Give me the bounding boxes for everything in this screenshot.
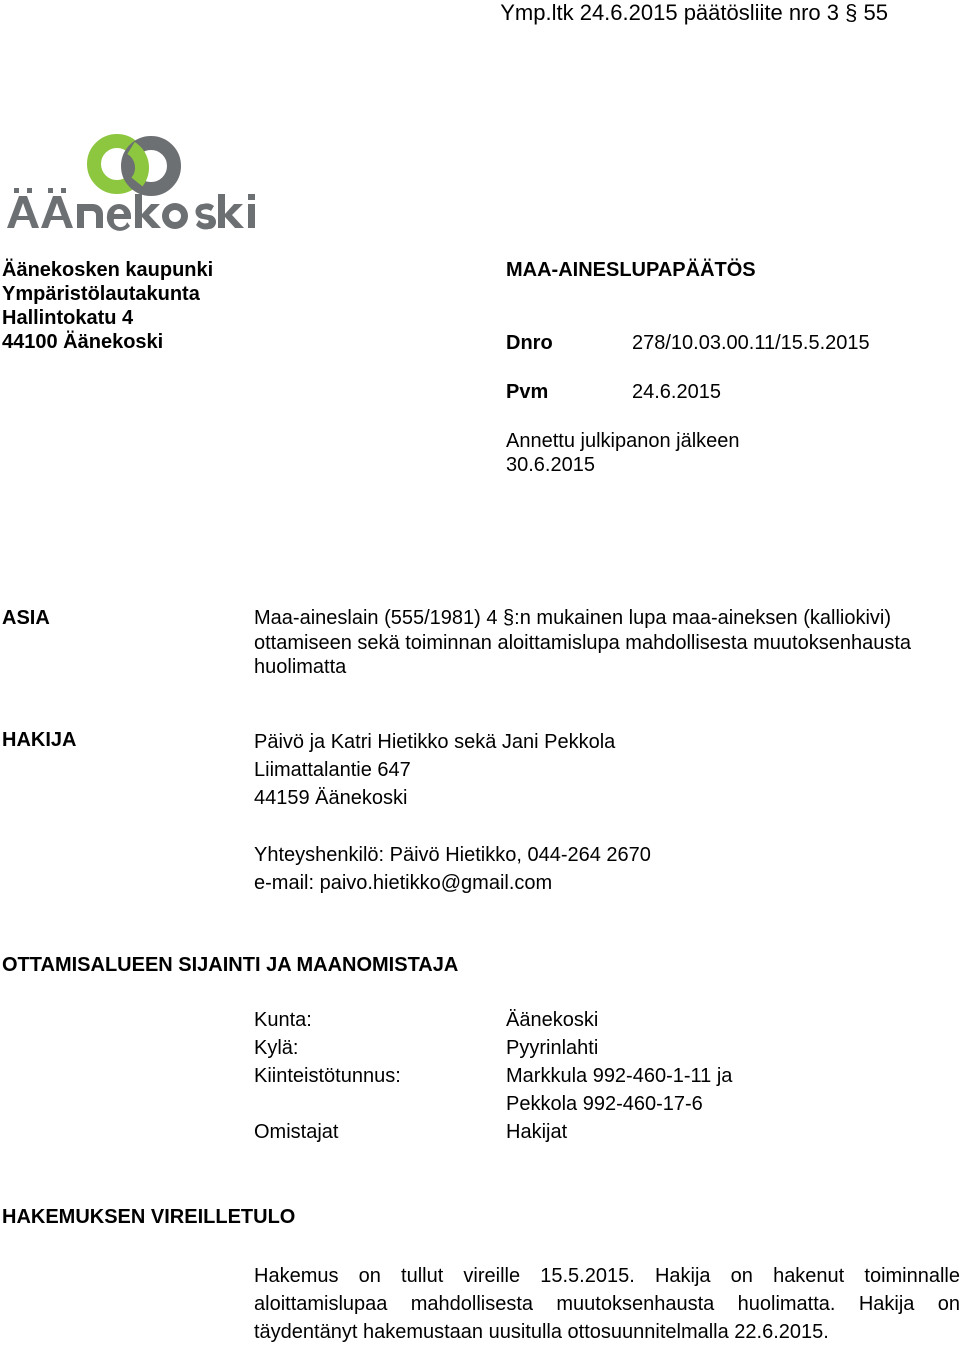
- organization-address: [2, 258, 213, 354]
- aanekoski-logo: [5, 114, 265, 234]
- application-line: täydentänyt hakemustaan uusitulla ottosuunnitelmalla 22.6.2015.: [254, 1321, 829, 1343]
- asia-text: [254, 606, 911, 680]
- kyla-value: Pyyrinlahti: [506, 1037, 599, 1059]
- org-postal: 44100 Äänekoski: [2, 331, 164, 353]
- logo-wordmark: [7, 188, 255, 231]
- org-name: Äänekosken kaupunki: [2, 259, 214, 281]
- omistajat-value: Hakijat: [506, 1121, 568, 1143]
- kiinteisto-label: Kiinteistötunnus:: [254, 1065, 401, 1087]
- logo-swirl-icon: [94, 141, 174, 189]
- location-heading: OTTAMISALUEEN SIJAINTI JA MAANOMISTAJA: [2, 954, 459, 976]
- asia-line: ottamiseen sekä toiminnan aloittamislupa mahdollisesta muutoksenhausta: [254, 631, 912, 654]
- kyla-label: Kylä:: [254, 1037, 299, 1059]
- publication-date: 30.6.2015: [506, 454, 595, 476]
- kiinteisto-value: Markkula 992-460-1-11 ja: [506, 1065, 733, 1087]
- hakija-names: Päivö ja Katri Hietikko sekä Jani Pekkola: [254, 731, 616, 753]
- dnro-label: Dnro: [506, 332, 553, 354]
- application-line: aloittamislupaa mahdollisesta muutoksenhausta huolimatta. Hakija on: [254, 1293, 960, 1315]
- hakija-label: HAKIJA: [2, 729, 77, 751]
- asia-label: ASIA: [2, 607, 50, 629]
- contact-email: e-mail: paivo.hietikko@gmail.com: [254, 872, 553, 894]
- omistajat-label: Omistajat: [254, 1121, 339, 1143]
- decision-title: MAA-AINESLUPAPÄÄTÖS: [506, 259, 756, 281]
- kiinteisto-value: Pekkola 992-460-17-6: [506, 1093, 703, 1115]
- asia-line: huolimatta: [254, 656, 347, 678]
- document-reference: [500, 0, 888, 26]
- asia-line: Maa-aineslain (555/1981) 4 §:n mukainen lupa maa-aineksen (kalliokivi): [254, 607, 892, 629]
- application-heading: HAKEMUKSEN VIREILLETULO: [2, 1206, 296, 1228]
- hakija-street: Liimattalantie 647: [254, 759, 411, 781]
- application-line: Hakemus on tullut vireille 15.5.2015. Hakija on hakenut toiminnalle: [254, 1265, 960, 1287]
- publication-note: Annettu julkipanon jälkeen: [506, 430, 740, 452]
- section-number: 55: [863, 0, 888, 25]
- pvm-label: Pvm: [506, 381, 549, 403]
- reference-prefix: Ymp.ltk 24.6.2015 päätösliite nro 3: [500, 0, 840, 25]
- org-street: Hallintokatu 4: [2, 307, 134, 329]
- dnro-value: 278/10.03.00.11/15.5.2015: [632, 332, 870, 354]
- hakija-address: [254, 728, 615, 812]
- hakija-contact: [254, 841, 651, 897]
- contact-person: Yhteyshenkilö: Päivö Hietikko, 044-264 2670: [254, 844, 651, 866]
- hakija-postal: 44159 Äänekoski: [254, 787, 408, 809]
- application-text: [254, 1262, 960, 1346]
- org-board: Ympäristölautakunta: [2, 283, 200, 305]
- kunta-label: Kunta:: [254, 1009, 312, 1031]
- kunta-value: Äänekoski: [506, 1009, 599, 1031]
- section-symbol: §: [845, 0, 858, 25]
- pvm-value: 24.6.2015: [632, 381, 721, 403]
